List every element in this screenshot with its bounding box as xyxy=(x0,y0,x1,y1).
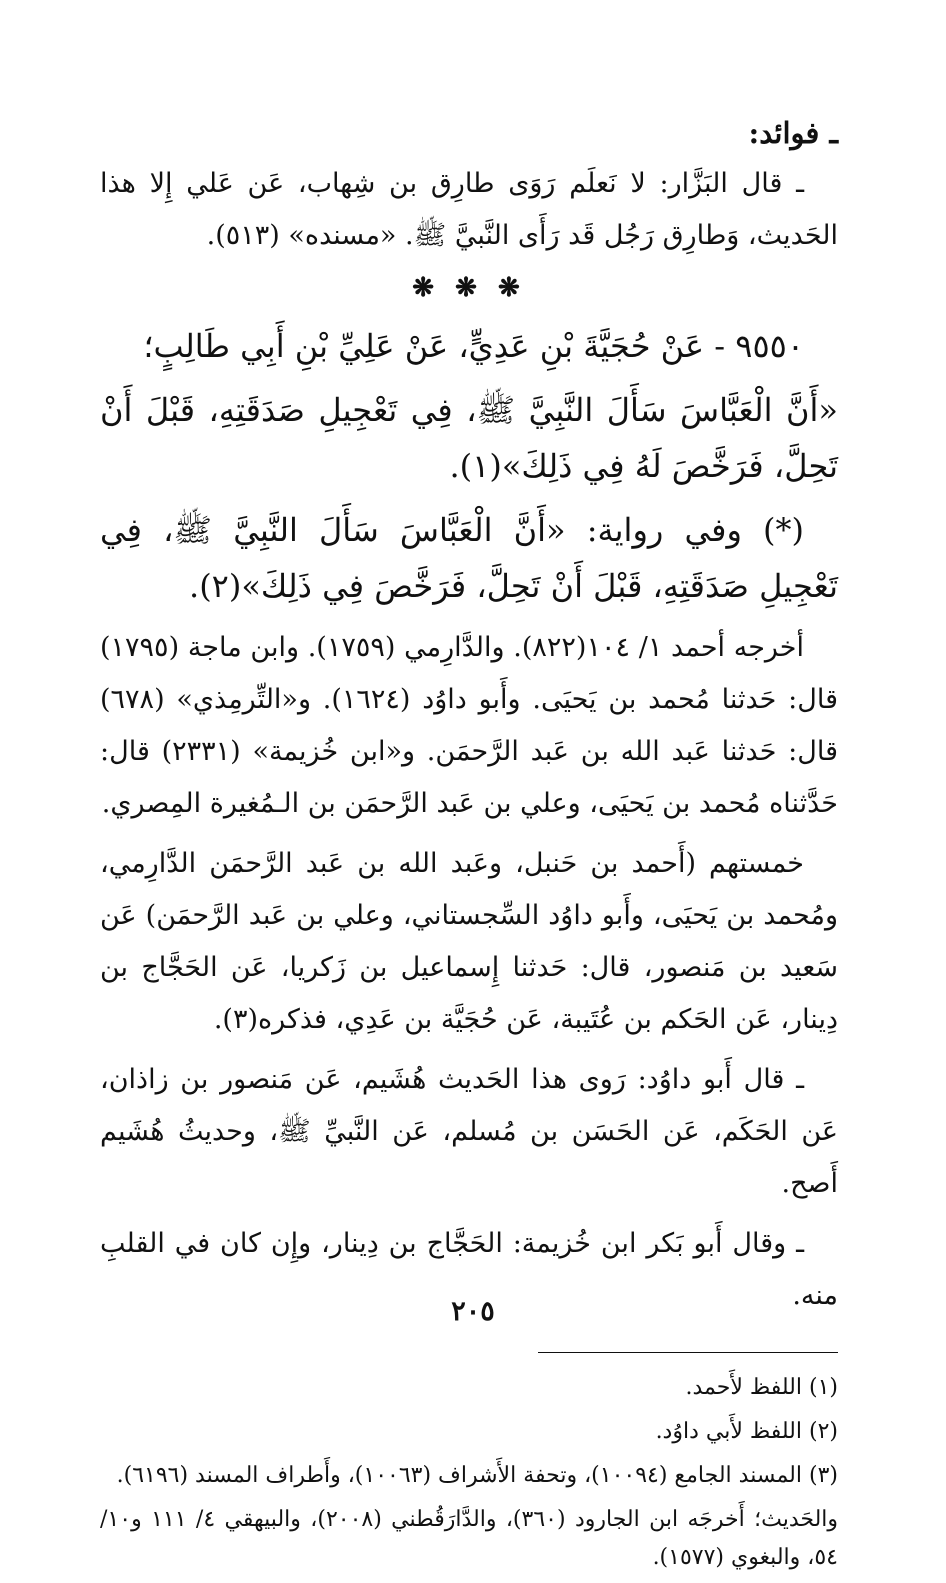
isnad-paragraph: خمستهم (أَحمد بن حَنبل، وعَبد الله بن عَبد الرَّحمَن الدَّارِمي، ومُحمد بن يَحيَى، وأَبو داوُد السِّجستاني، وعلي بن عَبد الرَّحمَن) عَن سَعيد بن مَنصور، قال: حَدثنا إِسماعيل بن زَكريا، عَن الحَجَّاج بن دِينار، عَن الحَكم بن عُتَيبة، عَن حُجَيَّة بن عَدِي، فذكره(٣). xyxy=(100,848,838,1035)
page-content xyxy=(100,110,838,1583)
footnote-3: (٣) المسند الجامع (١٠٠٩٤)، وتحفة الأَشراف (١٠٠٦٣)، وأَطراف المسند (٦١٩٦). xyxy=(116,1463,838,1488)
ibn-khuzayma-note: ـ وقال أَبو بَكر ابن خُزيمة: الحَجَّاج بن دِينار، وإِن كان في القلبِ منه. xyxy=(100,1228,838,1311)
footnote-3-continuation: والحَديث؛ أَخرجَه ابن الجارود (٣٦٠)، والدَّارَقُطني (٢٠٠٨)، والبيهقي ٤/ ١١١ و١٠/ ٥٤، والبغوي (١٥٧٧). xyxy=(100,1507,839,1570)
footnote-1: (١) اللفظ لأَحمد. xyxy=(685,1375,838,1400)
hadith-number-line: ٩٥٥٠ - عَنْ حُجَيَّةَ بْنِ عَدِيٍّ، عَنْ عَلِيِّ بْنِ أَبِي طَالِبٍ؛ xyxy=(143,327,804,365)
bazzar-note-paragraph: ـ قال البَزَّار: لا نَعلَم رَوَى طارِق بن شِهاب، عَن عَلي إِلا هذا الحَديث، وَطارِق رَجُل قَد رَأَى النَّبيَّ ﷺ. «مسنده» (٥١٣). xyxy=(100,168,838,251)
page-number: ٢٠٥ xyxy=(451,1296,495,1327)
riwaya-variant: (*) وفي رواية: «أَنَّ الْعَبَّاسَ سَأَلَ النَّبِيَّ ﷺ، فِي تَعْجِيلِ صَدَقَتِهِ، قَبْلَ أَنْ تَحِلَّ، فَرَخَّصَ فِي ذَلِكَ»(٢). xyxy=(100,511,838,605)
abu-dawud-note: ـ قال أَبو داوُد: رَوى هذا الحَديث هُشَيم، عَن مَنصور بن زاذان، عَن الحَكَم، عَن الحَسَن بن مُسلم، عَن النَّبيِّ ﷺ، وحديثُ هُشَيم أَصح. xyxy=(100,1064,838,1199)
takhrij-paragraph: أخرجه أحمد ١/ ١٠٤(٨٢٢). والدَّارِمي (١٧٥٩). وابن ماجة (١٧٩٥) قال: حَدثنا مُحمد بن يَحيَى. وأَبو داوُد (١٦٢٤). و«التِّرمِذي» (٦٧٨) قال: حَدثنا عَبد الله بن عَبد الرَّحمَن. و«ابن خُزيمة» (٢٣٣١) قال: حَدَّثناه مُحمد بن يَحيَى، وعلي بن عَبد الرَّحمَن بن الـمُغيرة المِصري. xyxy=(100,632,839,819)
hadith-text: «أَنَّ الْعَبَّاسَ سَأَلَ النَّبِيَّ ﷺ، فِي تَعْجِيلِ صَدَقَتِهِ، قَبْلَ أَنْ تَحِلَّ، فَرَخَّصَ لَهُ فِي ذَلِكَ»(١). xyxy=(100,391,838,485)
footnote-divider xyxy=(538,1352,838,1353)
section-heading: ـ فوائد: xyxy=(748,116,838,150)
footnote-2: (٢) اللفظ لأَبي داوُد. xyxy=(655,1419,838,1444)
asterism-separator: ❋ ❋ ❋ xyxy=(412,273,526,303)
